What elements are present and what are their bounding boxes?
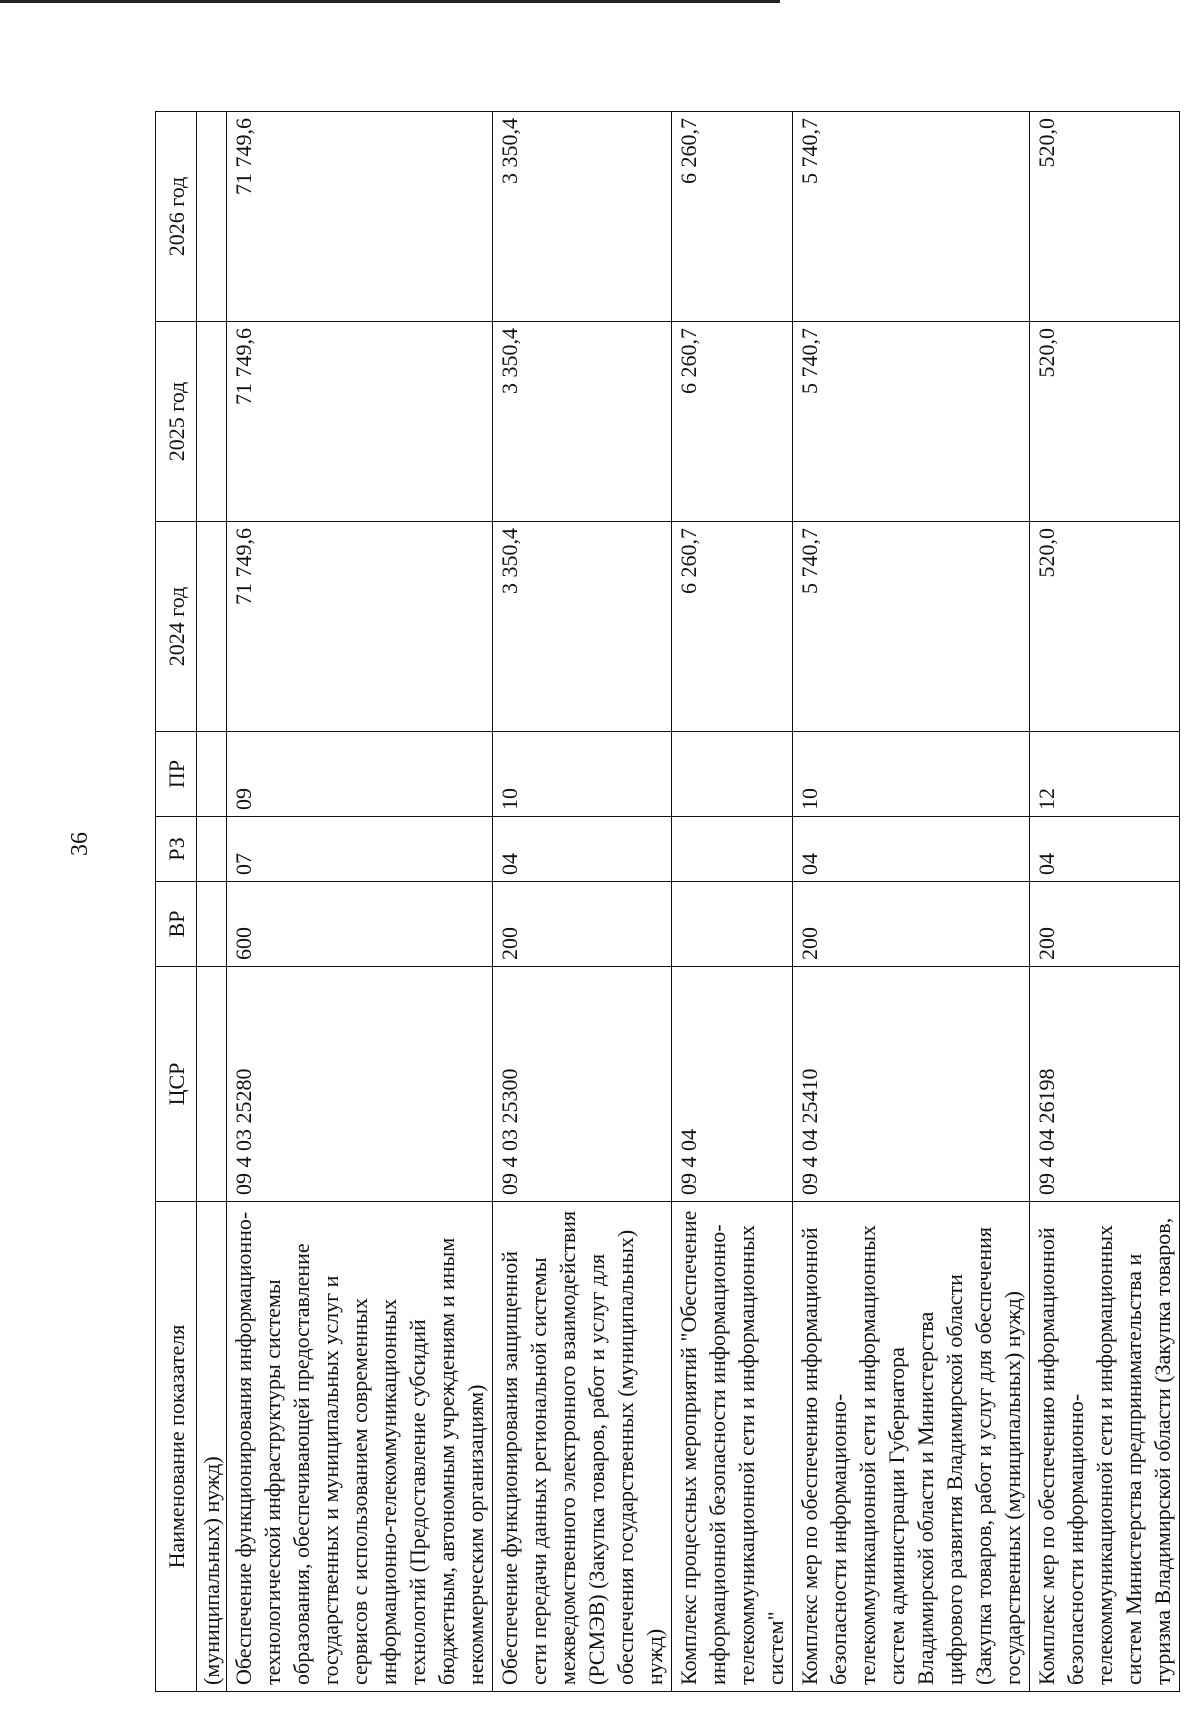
empty-cell	[197, 882, 227, 967]
row-name: Обеспечение функционирования защищенной сети передачи данных региональной системы межведомственного электронного взаимодействия (РСМЭВ) (Закупка товаров, работ и услуг для обеспечения государственных (муниципальных) нужд)	[493, 1202, 672, 1692]
row-2024: 6 260,7	[672, 522, 793, 732]
row-2026: 6 260,7	[672, 112, 793, 322]
empty-cell	[197, 112, 227, 322]
row-pr: 10	[493, 732, 672, 817]
row-2025: 520,0	[1030, 322, 1180, 522]
row-csr: 09 4 03 25300	[493, 967, 672, 1202]
row-csr: 09 4 04	[672, 967, 793, 1202]
header-vr: ВР	[156, 882, 197, 967]
row-pr: 10	[793, 732, 1030, 817]
row-2026: 520,0	[1030, 112, 1180, 322]
row-csr: 09 4 04 25410	[793, 967, 1030, 1202]
continuation-row	[197, 112, 227, 1692]
row-vr	[672, 882, 793, 967]
header-row	[156, 112, 197, 1692]
row-2026: 5 740,7	[793, 112, 1030, 322]
table-row	[227, 112, 493, 1692]
page-number: 36	[67, 832, 93, 856]
empty-cell	[197, 322, 227, 522]
empty-cell	[197, 522, 227, 732]
row-name: Комплекс процессных мероприятий "Обеспечение информационной безопасности информационно-телекоммуникационной сети и информационных систем"	[672, 1202, 793, 1692]
header-2024: 2024 год	[156, 522, 197, 732]
header-csr: ЦСР	[156, 967, 197, 1202]
row-csr: 09 4 04 26198	[1030, 967, 1180, 1202]
row-rz: 04	[1030, 817, 1180, 882]
row-rz: 07	[227, 817, 493, 882]
row-2025: 5 740,7	[793, 322, 1030, 522]
table-row	[672, 112, 793, 1692]
row-2024: 5 740,7	[793, 522, 1030, 732]
row-2025: 71 749,6	[227, 322, 493, 522]
table-row	[793, 112, 1030, 1692]
row-pr: 12	[1030, 732, 1180, 817]
row-2024: 71 749,6	[227, 522, 493, 732]
budget-table	[155, 111, 1180, 1692]
empty-cell	[197, 732, 227, 817]
row-2026: 3 350,4	[493, 112, 672, 322]
row-2025: 6 260,7	[672, 322, 793, 522]
row-rz	[672, 817, 793, 882]
rotated-table-wrapper	[155, 112, 1175, 1692]
row-2026: 71 749,6	[227, 112, 493, 322]
header-name: Наименование показателя	[156, 1202, 197, 1692]
table-row	[1030, 112, 1180, 1692]
row-csr: 09 4 03 25280	[227, 967, 493, 1202]
empty-cell	[197, 817, 227, 882]
header-2026: 2026 год	[156, 112, 197, 322]
header-rz: РЗ	[156, 817, 197, 882]
row-name: Обеспечение функционирования информационно-технологической инфраструктуры системы образования, обеспечивающей предоставление государственных и муниципальных услуг и сервисов с использованием современных информационно-телекоммуникационных технологий (Предоставление субсидий бюджетным, автономным учреждениям и иным некоммерческим организациям)	[227, 1202, 493, 1692]
header-2025: 2025 год	[156, 322, 197, 522]
row-pr	[672, 732, 793, 817]
row-name: Комплекс мер по обеспечению информационной безопасности информационно-телекоммуникационной сети и информационных систем администрации Губернатора Владимирской области и Министерства цифрового развития Владимирской области (Закупка товаров, работ и услуг для обеспечения государственных (муниципальных) нужд)	[793, 1202, 1030, 1692]
table-row	[493, 112, 672, 1692]
row-name: Комплекс мер по обеспечению информационной безопасности информационно-телекоммуникационной сети и информационных систем Министерства предпринимательства и туризма Владимирской области (Закупка товаров,	[1030, 1202, 1180, 1692]
row-rz: 04	[493, 817, 672, 882]
continuation-text: (муниципальных) нужд)	[197, 1202, 227, 1692]
row-vr: 200	[793, 882, 1030, 967]
row-vr: 200	[493, 882, 672, 967]
row-pr: 09	[227, 732, 493, 817]
scan-edge	[0, 0, 780, 3]
header-pr: ПР	[156, 732, 197, 817]
empty-cell	[197, 967, 227, 1202]
row-vr: 200	[1030, 882, 1180, 967]
row-2024: 520,0	[1030, 522, 1180, 732]
row-vr: 600	[227, 882, 493, 967]
row-2024: 3 350,4	[493, 522, 672, 732]
row-2025: 3 350,4	[493, 322, 672, 522]
row-rz: 04	[793, 817, 1030, 882]
